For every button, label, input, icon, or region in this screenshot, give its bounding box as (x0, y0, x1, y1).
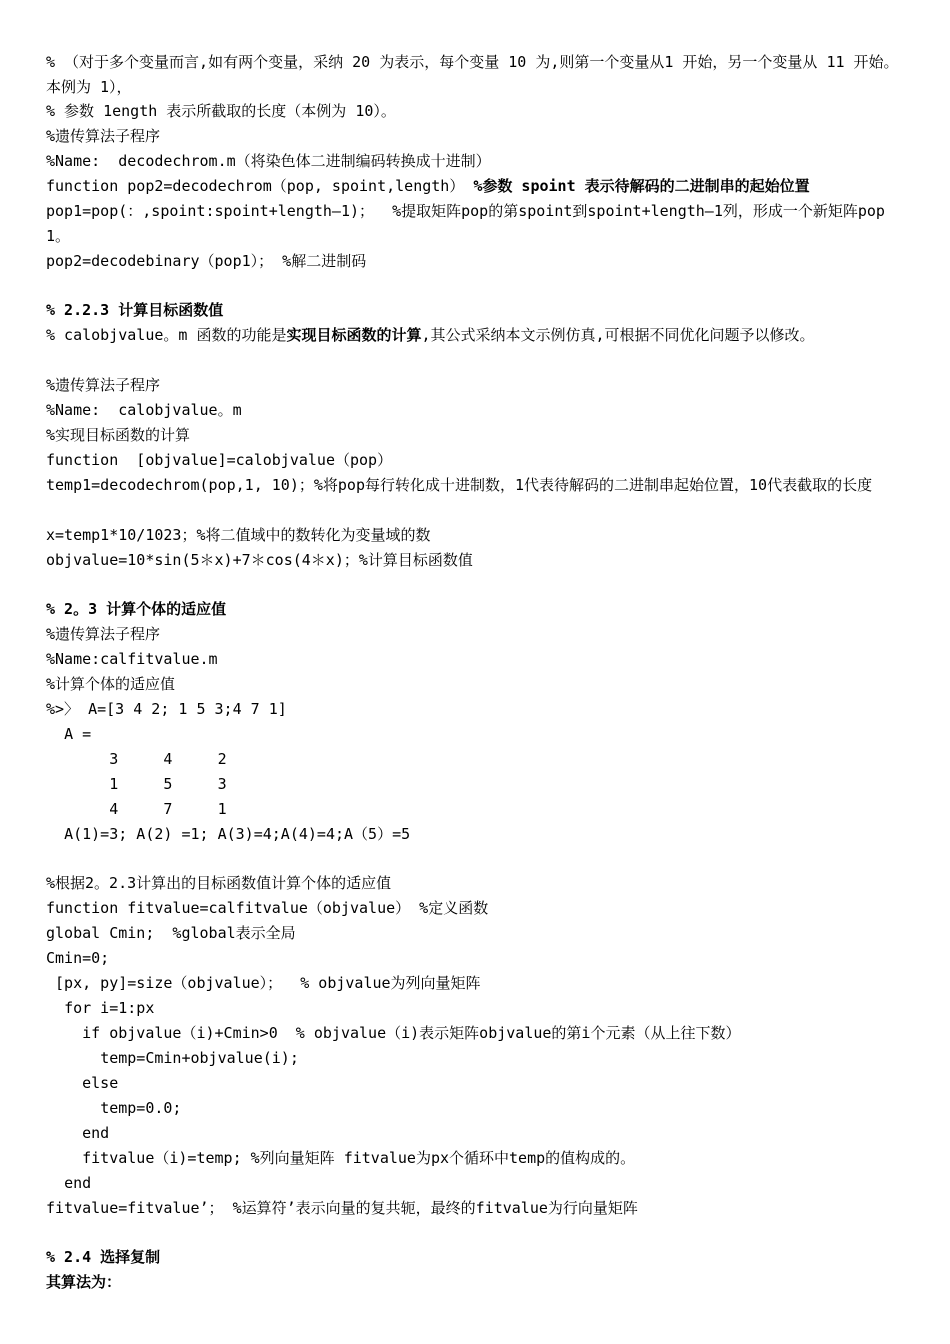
text-line (46, 672, 908, 697)
text-line (46, 1196, 908, 1221)
text-segment: function [objvalue]=calobjvalue（pop） (46, 451, 393, 469)
text-segment: if objvalue（i)+Cmin>0 % objvalue（i)表示矩阵objvalue的第i个元素（从上往下数） (46, 1024, 741, 1042)
text-line (46, 1046, 908, 1071)
bold-text: %参数 spoint 表示待解码的二进制串的起始位置 (473, 177, 810, 195)
bold-text: % 2.2.3 计算目标函数值 (46, 301, 224, 319)
text-segment: 4 7 1 (46, 800, 227, 818)
text-line (46, 697, 908, 722)
text-line (46, 1121, 908, 1146)
bold-text: 实现目标函数的计算 (286, 326, 422, 344)
text-line (46, 398, 908, 423)
text-segment: %遗传算法子程序 (46, 127, 161, 145)
text-line (46, 1171, 908, 1196)
text-line (46, 373, 908, 398)
text-line (46, 722, 908, 747)
text-segment: pop2=decodebinary（pop1）； %解二进制码 (46, 252, 367, 270)
text-segment: % 参数 1ength 表示所截取的长度（本例为 10）。 (46, 102, 396, 120)
text-line (46, 597, 908, 622)
text-segment: A = (46, 725, 92, 743)
text-segment: pop1=pop(：,spoint:spoint+length—1)； %提取矩阵pop的第spoint到spoint+length—1列，形成一个新矩阵pop1。 (46, 202, 885, 245)
text-segment: A(1)=3; A(2) =1; A(3)=4;A(4)=4;A（5）=5 (46, 825, 411, 843)
text-segment: %遗传算法子程序 (46, 625, 161, 643)
text-line (46, 1146, 908, 1171)
text-segment: %Name:calfitvalue.m (46, 650, 218, 668)
text-segment: for i=1:px (46, 999, 155, 1017)
text-line (46, 1021, 908, 1046)
text-line (46, 423, 908, 448)
text-line (46, 1270, 908, 1295)
text-line (46, 99, 908, 124)
text-line (46, 871, 908, 896)
text-line (46, 996, 908, 1021)
text-segment: x=temp1*10/1023；%将二值域中的数转化为变量域的数 (46, 526, 431, 544)
text-segment: else (46, 1074, 119, 1092)
text-line (46, 747, 908, 772)
text-line (46, 896, 908, 921)
text-segment: % （对于多个变量而言,如有两个变量，采纳 20 为表示，每个变量 10 为,则第一个变量从1 开始，另一个变量从 11 开始。本例为 1）， (46, 53, 899, 96)
text-segment: Cmin=0; (46, 949, 110, 967)
text-segment: temp=Cmin+objvalue(i); (46, 1049, 299, 1067)
text-segment: fitvalue（i)=temp; %列向量矩阵 fitvalue为px个循环中temp的值构成的。 (46, 1149, 636, 1167)
text-segment: % calobjvalue。m 函数的功能是 (46, 326, 287, 344)
text-line (46, 797, 908, 822)
text-segment: temp=0.0; (46, 1099, 182, 1117)
text-segment: 1 5 3 (46, 775, 227, 793)
bold-text: % 2.4 选择复制 (46, 1248, 161, 1266)
text-line (46, 124, 908, 149)
text-line (46, 622, 908, 647)
text-segment: %根据2。2.3计算出的目标函数值计算个体的适应值 (46, 874, 392, 892)
text-segment: %>〉 A=[3 4 2; 1 5 3;4 7 1] (46, 700, 287, 718)
text-line (46, 473, 908, 498)
text-segment: global Cmin; %global表示全局 (46, 924, 296, 942)
text-line (46, 50, 908, 100)
text-line (46, 946, 908, 971)
text-line (46, 647, 908, 672)
text-segment: ,其公式采纳本文示例仿真,可根据不同优化问题予以修改。 (421, 326, 815, 344)
text-line (46, 1245, 908, 1270)
text-line (46, 199, 908, 249)
text-line (46, 523, 908, 548)
text-segment: temp1=decodechrom(pop,1, 10)；%将pop每行转化成十进制数，1代表待解码的二进制串起始位置，10代表截取的长度 (46, 476, 873, 494)
text-line (46, 298, 908, 323)
text-line (46, 1071, 908, 1096)
text-segment: [px, py]=size（objvalue）； % objvalue为列向量矩阵 (46, 974, 481, 992)
text-segment: end (46, 1124, 110, 1142)
text-segment: %遗传算法子程序 (46, 376, 161, 394)
text-line (46, 1096, 908, 1121)
text-segment: function fitvalue=calfitvalue（objvalue） %定义函数 (46, 899, 489, 917)
text-line (46, 448, 908, 473)
text-segment: 3 4 2 (46, 750, 227, 768)
text-line (46, 323, 908, 348)
text-line (46, 921, 908, 946)
text-segment: %计算个体的适应值 (46, 675, 176, 693)
text-line (46, 772, 908, 797)
text-line (46, 249, 908, 274)
bold-text: % 2。3 计算个体的适应值 (46, 600, 227, 618)
text-segment: %Name: decodechrom.m（将染色体二进制编码转换成十进制） (46, 152, 491, 170)
text-segment: objvalue=10*sin(5＊x)+7＊cos(4＊x)；%计算目标函数值 (46, 551, 473, 569)
text-segment: %Name: calobjvalue。m (46, 401, 242, 419)
bold-text: 其算法为： (46, 1273, 122, 1291)
text-segment: fitvalue=fitvalue’； %运算符’表示向量的复共轭，最终的fitvalue为行向量矩阵 (46, 1199, 638, 1217)
text-line (46, 822, 908, 847)
text-line (46, 548, 908, 573)
text-segment: %实现目标函数的计算 (46, 426, 191, 444)
text-segment: function pop2=decodechrom（pop, spoint,length） (46, 177, 474, 195)
text-segment: end (46, 1174, 92, 1192)
text-line (46, 174, 908, 199)
text-line (46, 971, 908, 996)
text-line (46, 149, 908, 174)
